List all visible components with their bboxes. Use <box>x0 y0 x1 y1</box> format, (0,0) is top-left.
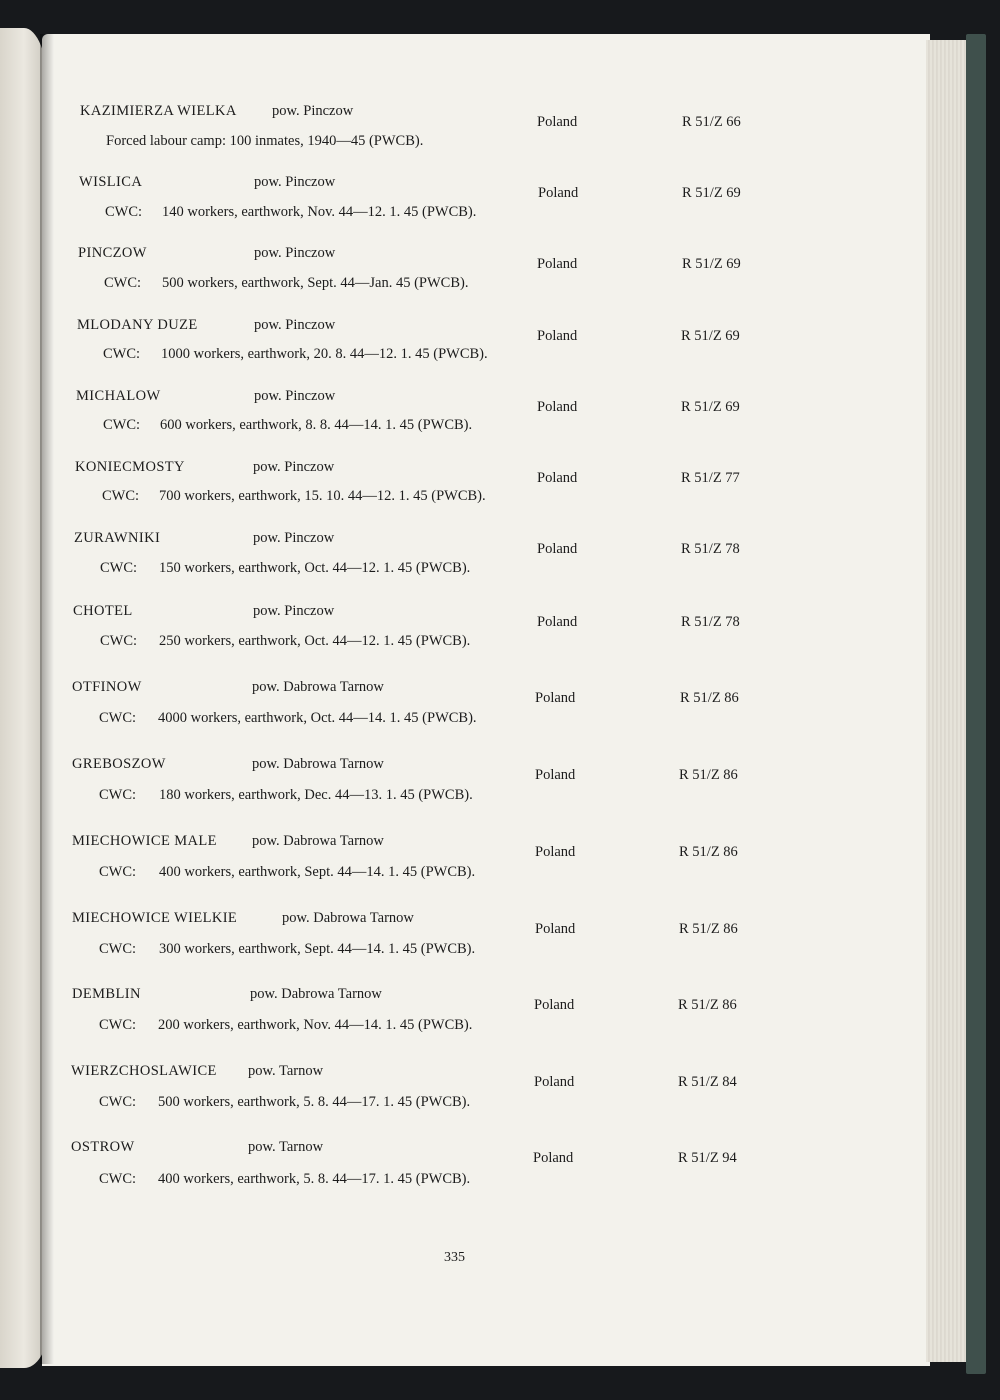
entry-detail-label: CWC: <box>104 275 142 291</box>
place-name: PINCZOW <box>78 245 147 261</box>
country-name: Poland <box>534 1074 575 1090</box>
district-name: pow. Pinczow <box>254 317 336 333</box>
district-name: pow. Pinczow <box>254 174 336 190</box>
district-name: pow. Dabrowa Tarnow <box>252 756 384 772</box>
place-name: WIERZCHOSLAWICE <box>71 1063 217 1079</box>
district-name: pow. Pinczow <box>253 530 335 546</box>
entry-detail-text: 500 workers, earthwork, Sept. 44—Jan. 45 (PWCB). <box>162 275 469 291</box>
archive-reference: R 51/Z 77 <box>681 470 740 486</box>
country-name: Poland <box>537 114 578 130</box>
archive-reference: R 51/Z 69 <box>682 256 741 272</box>
place-name: OSTROW <box>71 1139 135 1155</box>
country-name: Poland <box>537 614 578 630</box>
entry-detail-label: CWC: <box>103 417 141 433</box>
country-name: Poland <box>537 328 578 344</box>
entry-detail-label: CWC: <box>99 1171 137 1187</box>
country-name: Poland <box>537 256 578 272</box>
book-page <box>42 34 930 1366</box>
country-name: Poland <box>537 470 578 486</box>
country-name: Poland <box>533 1150 574 1166</box>
place-name: GREBOSZOW <box>72 756 166 772</box>
place-name: ZURAWNIKI <box>74 530 161 546</box>
district-name: pow. Dabrowa Tarnow <box>252 679 384 695</box>
archive-reference: R 51/Z 86 <box>678 997 737 1013</box>
archive-reference: R 51/Z 69 <box>681 399 740 415</box>
entry-detail-text: 400 workers, earthwork, 5. 8. 44—17. 1. 45 (PWCB). <box>158 1171 471 1187</box>
country-name: Poland <box>538 185 579 201</box>
country-name: Poland <box>537 541 578 557</box>
archive-reference: R 51/Z 84 <box>678 1074 737 1090</box>
district-name: pow. Dabrowa Tarnow <box>252 833 384 849</box>
archive-reference: R 51/Z 86 <box>680 690 739 706</box>
entry-detail-label: CWC: <box>99 941 137 957</box>
entry-detail-label: CWC: <box>105 204 143 220</box>
entry-detail-text: 200 workers, earthwork, Nov. 44—14. 1. 45 (PWCB). <box>158 1017 473 1033</box>
place-name: OTFINOW <box>72 679 142 695</box>
archive-reference: R 51/Z 86 <box>679 844 738 860</box>
place-name: DEMBLIN <box>72 986 141 1002</box>
entry-detail-text: 250 workers, earthwork, Oct. 44—12. 1. 45 (PWCB). <box>159 633 471 649</box>
place-name: KONIECMOSTY <box>75 459 185 475</box>
entry-detail-label: CWC: <box>99 710 137 726</box>
archive-reference: R 51/Z 66 <box>682 114 741 130</box>
entry-detail-text: Forced labour camp: 100 inmates, 1940—45 (PWCB). <box>106 133 424 149</box>
place-name: MLODANY DUZE <box>77 317 198 333</box>
country-name: Poland <box>535 767 576 783</box>
district-name: pow. Pinczow <box>253 603 335 619</box>
entry-detail-text: 600 workers, earthwork, 8. 8. 44—14. 1. 45 (PWCB). <box>160 417 473 433</box>
place-name: KAZIMIERZA WIELKA <box>80 103 237 119</box>
country-name: Poland <box>537 399 578 415</box>
entry-detail-text: 150 workers, earthwork, Oct. 44—12. 1. 45 (PWCB). <box>159 560 471 576</box>
district-name: pow. Tarnow <box>248 1063 324 1079</box>
place-name: MIECHOWICE MALE <box>72 833 217 849</box>
entry-detail-label: CWC: <box>100 560 138 576</box>
entry-detail-label: CWC: <box>99 1017 137 1033</box>
entry-detail-label: CWC: <box>102 488 140 504</box>
archive-reference: R 51/Z 78 <box>681 541 740 557</box>
archive-reference: R 51/Z 86 <box>679 921 738 937</box>
district-name: pow. Dabrowa Tarnow <box>282 910 414 926</box>
place-name: WISLICA <box>79 174 143 190</box>
entry-detail-text: 4000 workers, earthwork, Oct. 44—14. 1. 45 (PWCB). <box>158 710 477 726</box>
entry-detail-text: 140 workers, earthwork, Nov. 44—12. 1. 45 (PWCB). <box>162 204 477 220</box>
place-name: CHOTEL <box>73 603 133 619</box>
country-name: Poland <box>535 844 576 860</box>
book-cover-edge <box>966 34 986 1374</box>
place-name: MICHALOW <box>76 388 161 404</box>
district-name: pow. Pinczow <box>253 459 335 475</box>
entry-detail-text: 500 workers, earthwork, 5. 8. 44—17. 1. 45 (PWCB). <box>158 1094 471 1110</box>
entry-detail-text: 300 workers, earthwork, Sept. 44—14. 1. 45 (PWCB). <box>159 941 476 957</box>
spine-shadow <box>40 34 54 1364</box>
page-number: 335 <box>444 1250 465 1265</box>
entry-detail-label: CWC: <box>103 346 141 362</box>
entry-detail-text: 400 workers, earthwork, Sept. 44—14. 1. 45 (PWCB). <box>159 864 476 880</box>
country-name: Poland <box>535 921 576 937</box>
archive-reference: R 51/Z 69 <box>682 185 741 201</box>
entry-detail-text: 1000 workers, earthwork, 20. 8. 44—12. 1. 45 (PWCB). <box>161 346 488 362</box>
entry-detail-label: CWC: <box>99 864 137 880</box>
district-name: pow. Pinczow <box>254 245 336 261</box>
district-name: pow. Dabrowa Tarnow <box>250 986 382 1002</box>
entry-detail-label: CWC: <box>99 1094 137 1110</box>
archive-reference: R 51/Z 86 <box>679 767 738 783</box>
place-name: MIECHOWICE WIELKIE <box>72 910 238 926</box>
country-name: Poland <box>535 690 576 706</box>
archive-reference: R 51/Z 69 <box>681 328 740 344</box>
archive-reference: R 51/Z 94 <box>678 1150 737 1166</box>
entry-detail-label: CWC: <box>100 633 138 649</box>
district-name: pow. Tarnow <box>248 1139 324 1155</box>
archive-reference: R 51/Z 78 <box>681 614 740 630</box>
district-name: pow. Pinczow <box>254 388 336 404</box>
district-name: pow. Pinczow <box>272 103 354 119</box>
entry-detail-text: 700 workers, earthwork, 15. 10. 44—12. 1. 45 (PWCB). <box>159 488 486 504</box>
entry-detail-text: 180 workers, earthwork, Dec. 44—13. 1. 45 (PWCB). <box>159 787 473 803</box>
country-name: Poland <box>534 997 575 1013</box>
entry-detail-label: CWC: <box>99 787 137 803</box>
